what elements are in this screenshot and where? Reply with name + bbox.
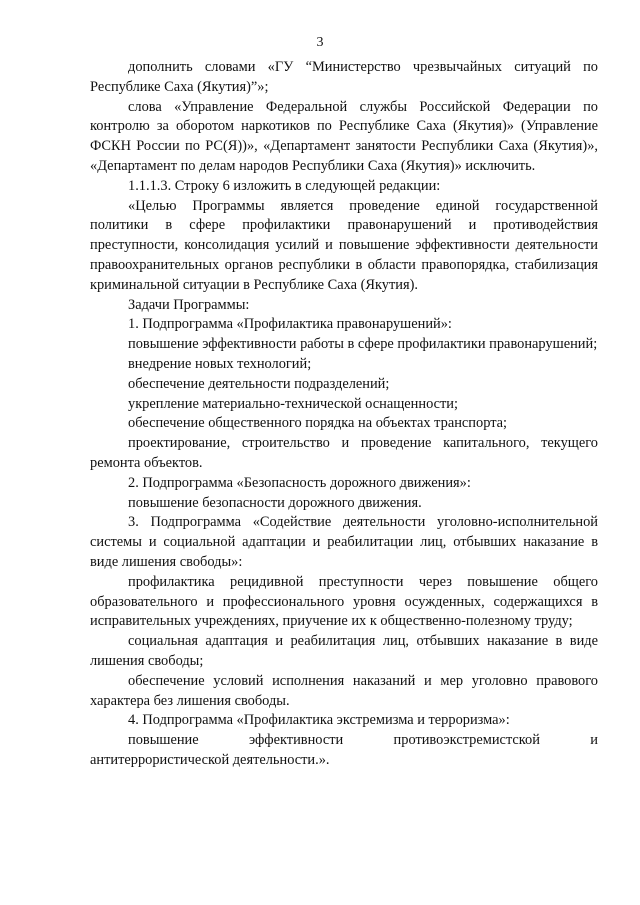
list-item: обеспечение деятельности подразделений;: [128, 375, 390, 392]
list-item: повышение эффективности работы в сфере профилактики правонарушений;: [128, 336, 598, 353]
list-item: повышение эффективности противоэкстремистской и антитеррористической деятельности.».: [90, 732, 598, 768]
list-item: обеспечение общественного порядка на объектах транспорта;: [128, 415, 508, 432]
paragraph-row-6-heading: 1.1.1.3. Строку 6 изложить в следующей редакции:: [128, 177, 441, 194]
paragraph-subprogram-4: 4. Подпрограмма «Профилактика экстремизма и терроризма»:: [128, 712, 510, 729]
paragraph-amend-add-mchs: дополнить словами «ГУ “Министерство чрезвычайных ситуаций по Республике Саха (Якутия)”»;: [90, 59, 598, 95]
list-item: повышение безопасности дорожного движения.: [128, 494, 422, 511]
paragraph-subprogram-2: 2. Подпрограмма «Безопасность дорожного движения»:: [128, 474, 471, 491]
list-item: внедрение новых технологий;: [128, 355, 312, 372]
page-number: 3: [316, 35, 324, 50]
paragraph-program-goal: «Целью Программы является проведение единой государственной политики в сфере профилактики правонарушений и противодействия преступности, консолидация усилий и повышение эффективности деятельности правоохранительных органов республики в области правопорядка, стабилизация криминальной ситуации в Республике Саха (Якутия).: [90, 197, 598, 293]
list-item: обеспечение условий исполнения наказаний и мер уголовно правового характера без лишения свободы.: [90, 672, 598, 709]
list-item: профилактика рецидивной преступности через повышение общего образовательного и профессионального уровня осужденных, содержащихся в исправительных учреждениях, приучение их к общественно-полезному труду;: [90, 573, 598, 630]
list-item: социальная адаптация и реабилитация лиц, отбывших наказание в виде лишения свободы;: [90, 633, 598, 669]
paragraph-exclude-words: слова «Управление Федеральной службы Российской Федерации по контролю за оборотом наркотиков по Республике Саха (Якутия)» (Управление ФСКН России по РС(Я))», «Департамент занятости Республики Саха (Якутия)», «Департамент по делам народов Республики Саха (Якутия)» исключить.: [90, 98, 598, 174]
paragraph-subprogram-3: 3. Подпрограмма «Содействие деятельности уголовно-исполнительной системы и социальной адаптации и реабилитации лиц, отбывших наказание в виде лишения свободы»:: [90, 514, 598, 570]
paragraph-subprogram-1: 1. Подпрограмма «Профилактика правонарушений»:: [128, 316, 452, 333]
paragraph-program-tasks: Задачи Программы:: [128, 296, 250, 313]
document-body: [90, 58, 598, 771]
list-item: проектирование, строительство и проведение капитального, текущего ремонта объектов.: [90, 435, 598, 471]
list-item: укрепление материально-технической оснащенности;: [128, 395, 459, 412]
